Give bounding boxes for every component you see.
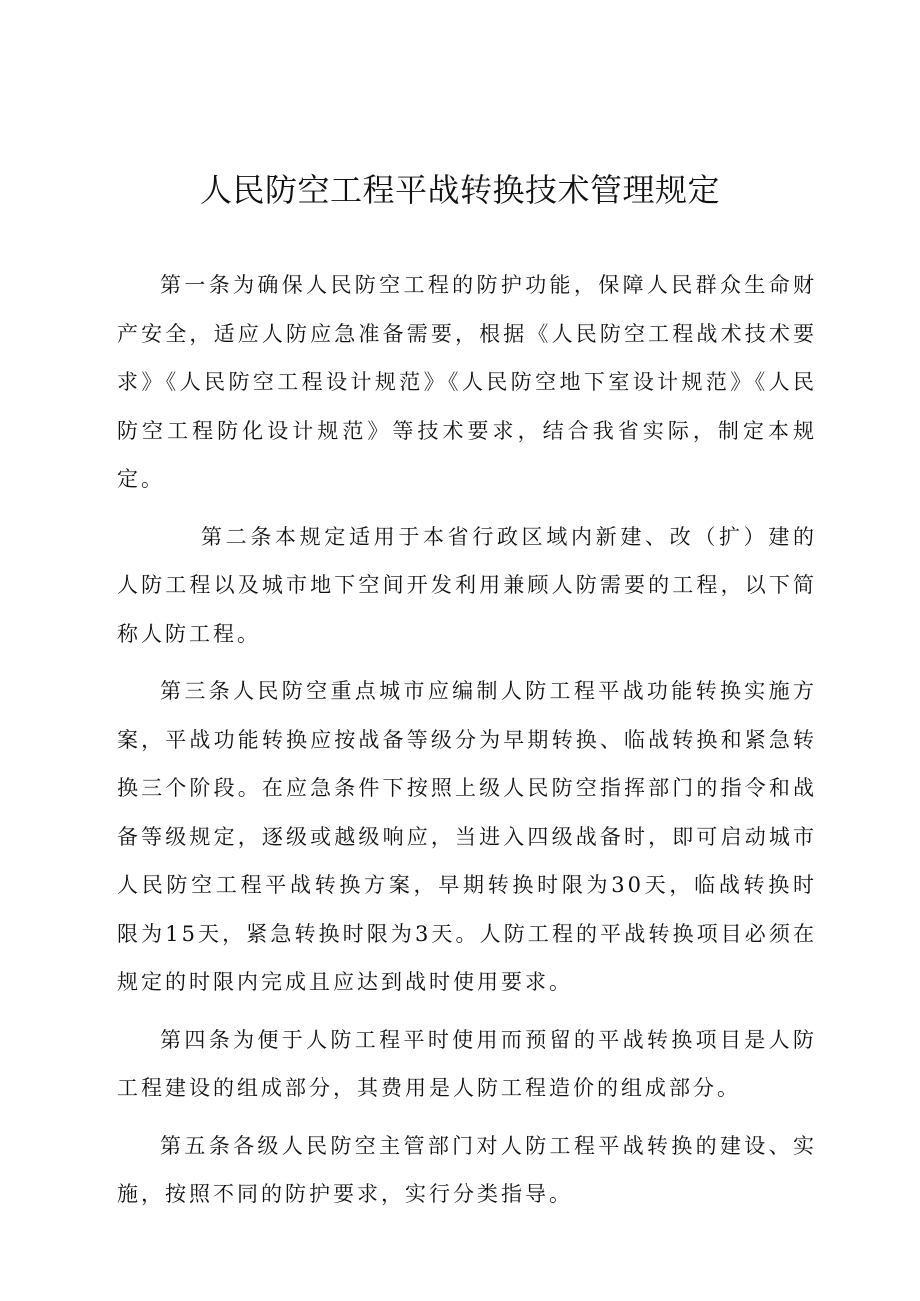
- article-2-paragraph: 第二条本规定适用于本省行政区域内新建、改（扩）建的人防工程以及城市地下空间开发利用兼顾人防需要的工程，以下简称人防工程。: [117, 524, 817, 646]
- article-1-paragraph: 第一条为确保人民防空工程的防护功能，保障人民群众生命财产安全，适应人防应急准备需要，根据《人民防空工程战术技术要求》《人民防空工程设计规范》《人民防空地下室设计规范》《人民防空工程防化设计规范》等技术要求，结合我省实际，制定本规定。: [117, 273, 817, 491]
- article-3-paragraph: 第三条人民防空重点城市应编制人防工程平战功能转换实施方案，平战功能转换应按战备等级分为早期转换、临战转换和紧急转换三个阶段。在应急条件下按照上级人民防空指挥部门的指令和战备等级规定，逐级或越级响应，当进入四级战备时，即可启动城市人民防空工程平战转换方案，早期转换时限为30天，临战转换时限为15天，紧急转换时限为3天。人防工程的平战转换项目必须在规定的时限内完成且应达到战时使用要求。: [117, 679, 817, 994]
- article-5-paragraph: 第五条各级人民防空主管部门对人防工程平战转换的建设、实施，按照不同的防护要求，实行分类指导。: [117, 1133, 817, 1206]
- document-body: [117, 261, 817, 1228]
- article-4-paragraph: 第四条为便于人防工程平时使用而预留的平战转换项目是人防工程建设的组成部分，其费用是人防工程造价的组成部分。: [117, 1027, 817, 1100]
- document-title: 人民防空工程平战转换技术管理规定: [199, 171, 720, 209]
